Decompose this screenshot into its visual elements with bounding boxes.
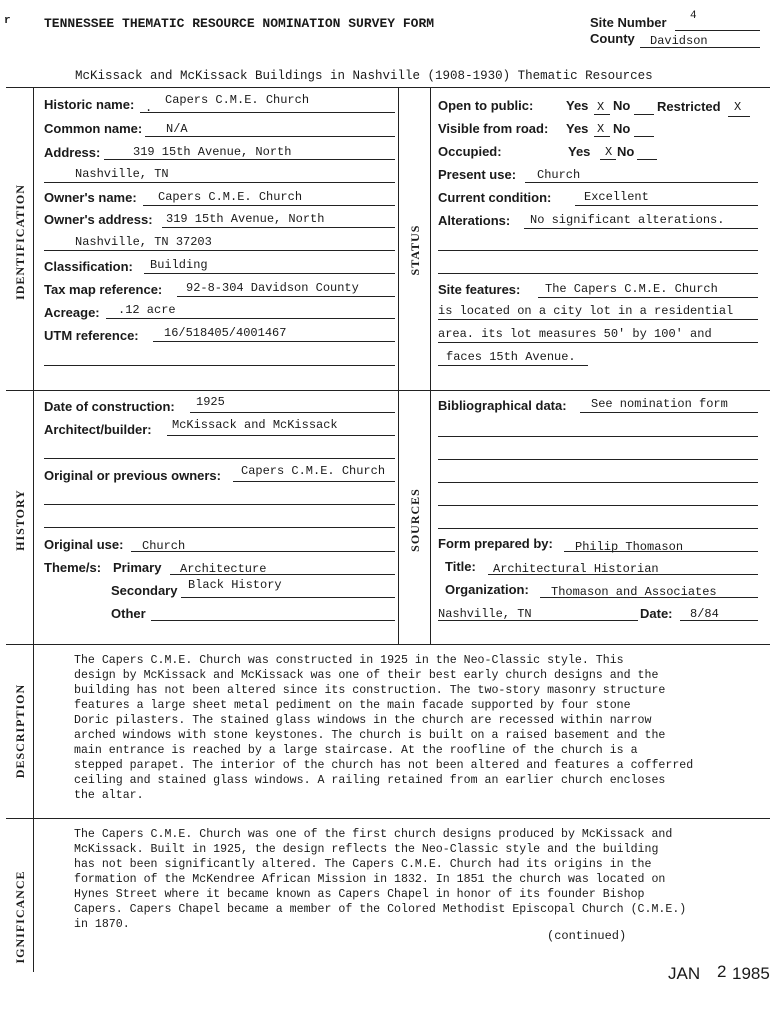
present-use-value: Church — [537, 168, 581, 182]
owners-blank-line1 — [44, 504, 395, 505]
title-label: Title: — [445, 559, 476, 574]
site-features-line3: area. its lot measures 50' by 100' and — [438, 327, 712, 341]
open-yes-label: Yes — [566, 98, 589, 113]
secondary-value: Black History — [188, 578, 282, 592]
site-number-line — [675, 30, 760, 31]
occupied-yes-label: Yes — [568, 144, 591, 159]
bib-blank-line4 — [438, 505, 758, 506]
primary-label: Primary — [113, 560, 162, 575]
open-restricted-mark: X — [734, 100, 742, 114]
historic-name-dot: . — [145, 101, 153, 115]
site-features-line4: faces 15th Avenue. — [446, 350, 576, 364]
organization-label: Organization: — [445, 582, 529, 597]
description-line: stepped parapet. The interior of the church has not been altered and features a cofferred — [74, 759, 694, 772]
title-value: Architectural Historian — [493, 562, 659, 576]
section-status: STATUS — [408, 224, 422, 276]
significance-text — [74, 827, 686, 932]
section-sources: SOURCES — [408, 488, 422, 552]
site-features-label: Site features: — [438, 282, 521, 297]
open-restricted-label: Restricted — [657, 99, 721, 114]
occupied-yes-mark: X — [605, 145, 613, 159]
top-border — [6, 87, 770, 88]
site-features-rule2 — [438, 319, 758, 320]
tax-map-value: 92-8-304 Davidson County — [186, 281, 359, 295]
alterations-line — [524, 228, 758, 229]
other-line — [151, 620, 395, 621]
occupied-no-label: No — [617, 144, 635, 159]
section-history: HISTORY — [13, 489, 27, 551]
description-line: the altar. — [74, 789, 144, 802]
owner-address-line2-rule — [44, 250, 395, 251]
primary-value: Architecture — [180, 562, 267, 576]
address-line1: 319 15th Avenue, North — [133, 145, 292, 159]
classification-value: Building — [150, 258, 208, 272]
classification-line — [144, 273, 395, 274]
description-line: main entrance is reached by a large staircase. At the roofline of the church is a — [74, 744, 638, 757]
description-line: arched windows with stone keystones. The church is built on a raised basement and the — [74, 729, 666, 742]
open-yes-mark: X — [597, 100, 605, 114]
open-public-label: Open to public: — [438, 98, 534, 113]
site-features-rule4 — [438, 365, 588, 366]
open-no-line — [634, 114, 654, 115]
previous-owners-value: Capers C.M.E. Church — [241, 464, 386, 478]
utm-line — [153, 341, 395, 342]
divider-significance — [6, 818, 770, 819]
architect-blank-line — [44, 458, 395, 459]
occupied-no-line — [637, 159, 657, 160]
county-value: Davidson — [650, 34, 708, 48]
prepared-date-label: Date: — [640, 606, 673, 621]
condition-line — [575, 205, 758, 206]
original-use-label: Original use: — [44, 537, 124, 552]
utm-label: UTM reference: — [44, 328, 139, 343]
county-line — [640, 47, 760, 48]
stamp-year: 1985 — [732, 964, 770, 983]
common-name-label: Common name: — [44, 121, 143, 136]
secondary-line — [181, 597, 395, 598]
status-blank-line — [438, 273, 758, 274]
present-use-line — [525, 182, 758, 183]
bibliographical-label: Bibliographical data: — [438, 398, 567, 413]
open-yes-line — [594, 114, 610, 115]
visible-no-label: No — [613, 121, 631, 136]
prepared-by-line — [564, 551, 758, 552]
significance-line: in 1870. — [74, 918, 130, 931]
alterations-value: No significant alterations. — [530, 213, 725, 227]
utm-value: 16/518405/4001467 — [164, 326, 287, 340]
significance-line: Capers. Capers Chapel became a member of the Colored Methodist Episcopal Church (C.M.E.) — [74, 903, 687, 916]
address-line2: Nashville, TN — [75, 167, 169, 181]
stamp-day: 2 — [717, 962, 727, 981]
form-title: TENNESSEE THEMATIC RESOURCE NOMINATION SURVEY FORM — [44, 16, 435, 31]
acreage-line — [106, 318, 395, 319]
site-number-label: Site Number — [590, 15, 667, 30]
present-use-label: Present use: — [438, 167, 517, 182]
description-text — [74, 653, 693, 803]
visible-road-label: Visible from road: — [438, 121, 549, 136]
significance-line: has not been significantly altered. The Capers C.M.E. Church had its origins in the — [74, 858, 652, 871]
bib-blank-line2 — [438, 459, 758, 460]
middle-line-right — [430, 87, 431, 645]
previous-owners-label: Original or previous owners: — [44, 468, 221, 483]
condition-label: Current condition: — [438, 190, 552, 205]
acreage-label: Acreage: — [44, 305, 100, 320]
architect-line — [167, 435, 395, 436]
bib-blank-line5 — [438, 528, 758, 529]
description-line: design by McKissack and McKissack was one of their best early church designs and the — [74, 669, 659, 682]
open-restricted-line — [728, 116, 750, 117]
date-construction-value: 1925 — [196, 395, 225, 409]
description-line: building has not been altered since its construction. The two-story masonry structure — [74, 684, 666, 697]
address-label: Address: — [44, 145, 101, 160]
description-line: Doric pilasters. The stained glass windows in the church are recessed within narrow — [74, 714, 652, 727]
site-features-rule3 — [438, 342, 758, 343]
prepared-date-line — [680, 620, 758, 621]
bibliographical-line — [580, 412, 758, 413]
owner-name-label: Owner's name: — [44, 190, 137, 205]
significance-line: McKissack. Built in 1925, the design reflects the Neo-Classic style and the building — [74, 843, 659, 856]
owner-address-line2: Nashville, TN 37203 — [75, 235, 212, 249]
description-line: The Capers C.M.E. Church was constructed in 1925 in the Neo-Classic style. This — [74, 654, 624, 667]
classification-label: Classification: — [44, 259, 133, 274]
historic-name-label: Historic name: — [44, 97, 135, 112]
open-no-label: No — [613, 98, 631, 113]
visible-yes-line — [594, 136, 610, 137]
site-features-line2: is located on a city lot in a residential — [438, 304, 734, 318]
description-line: ceiling and stained glass windows. A railing retained from an earlier church encloses — [74, 774, 666, 787]
address-line1-rule — [104, 159, 395, 160]
historic-name-line — [140, 112, 395, 113]
identification-blank-line — [44, 365, 395, 366]
organization-line — [540, 597, 758, 598]
section-identification: IDENTIFICATION — [13, 184, 27, 300]
section-description: DESCRIPTION — [13, 683, 27, 779]
owners-blank-line2 — [44, 527, 395, 528]
owner-name-line — [143, 205, 395, 206]
visible-yes-label: Yes — [566, 121, 589, 136]
site-features-rule1 — [538, 297, 758, 298]
prepared-city-line — [438, 620, 638, 621]
bib-blank-line3 — [438, 482, 758, 483]
common-name-value: N/A — [166, 122, 188, 136]
prepared-date-value: 8/84 — [690, 607, 719, 621]
date-construction-line — [190, 412, 395, 413]
architect-label: Architect/builder: — [44, 422, 152, 437]
owner-address-line1: 319 15th Avenue, North — [166, 212, 325, 226]
prepared-city: Nashville, TN — [438, 607, 532, 621]
visible-no-line — [634, 136, 654, 137]
original-use-value: Church — [142, 539, 186, 553]
prepared-by-label: Form prepared by: — [438, 536, 553, 551]
continued-note: (continued) — [547, 929, 627, 943]
tax-map-label: Tax map reference: — [44, 282, 163, 297]
owner-name-value: Capers C.M.E. Church — [158, 190, 303, 204]
date-construction-label: Date of construction: — [44, 399, 175, 414]
site-number-value: 4 — [690, 10, 697, 22]
prepared-by-value: Philip Thomason — [575, 540, 684, 554]
architect-value: McKissack and McKissack — [172, 418, 338, 432]
original-use-line — [131, 551, 395, 552]
condition-value: Excellent — [584, 190, 649, 204]
bibliographical-value: See nomination form — [591, 397, 728, 411]
description-line: features a large sheet metal pediment on the main facade supported by four stone — [74, 699, 631, 712]
address-line2-rule — [44, 182, 395, 183]
alterations-label: Alterations: — [438, 213, 511, 228]
title-line — [488, 574, 758, 575]
historic-name-value: Capers C.M.E. Church — [165, 93, 310, 107]
owner-address-label: Owner's address: — [44, 212, 153, 227]
left-column-line — [33, 87, 34, 972]
acreage-value: .12 acre — [118, 303, 176, 317]
common-name-line — [145, 136, 395, 137]
other-label: Other — [111, 606, 146, 621]
significance-line: Hynes Street where it became known as Capers Chapel in honor of its founder Bishop — [74, 888, 645, 901]
significance-line: formation of the McKendree African Mission in 1832. In 1851 the church was located on — [74, 873, 666, 886]
tax-map-line — [177, 296, 395, 297]
occupied-label: Occupied: — [438, 144, 502, 159]
county-label: County — [590, 31, 635, 46]
divider-description — [6, 644, 770, 645]
visible-yes-mark: X — [597, 122, 605, 136]
form-subtitle: McKissack and McKissack Buildings in Nashville (1908-1930) Thematic Resources — [75, 69, 653, 83]
middle-line-left — [398, 87, 399, 645]
significance-line: The Capers C.M.E. Church was one of the first church designs produced by McKissack and — [74, 828, 673, 841]
previous-owners-line — [233, 481, 395, 482]
divider-history — [6, 390, 770, 391]
primary-line — [170, 574, 395, 575]
owner-address-line1-rule — [162, 227, 395, 228]
themes-label: Theme/s: — [44, 560, 102, 575]
organization-value: Thomason and Associates — [551, 585, 717, 599]
occupied-yes-line — [600, 159, 616, 160]
section-significance: IGNIFICANCE — [13, 870, 27, 964]
bib-blank-line1 — [438, 436, 758, 437]
corner-mark: r — [4, 15, 11, 27]
alterations-blank-line — [438, 250, 758, 251]
site-features-line1: The Capers C.M.E. Church — [545, 282, 718, 296]
secondary-label: Secondary — [111, 583, 178, 598]
stamp-month: JAN — [668, 964, 701, 983]
